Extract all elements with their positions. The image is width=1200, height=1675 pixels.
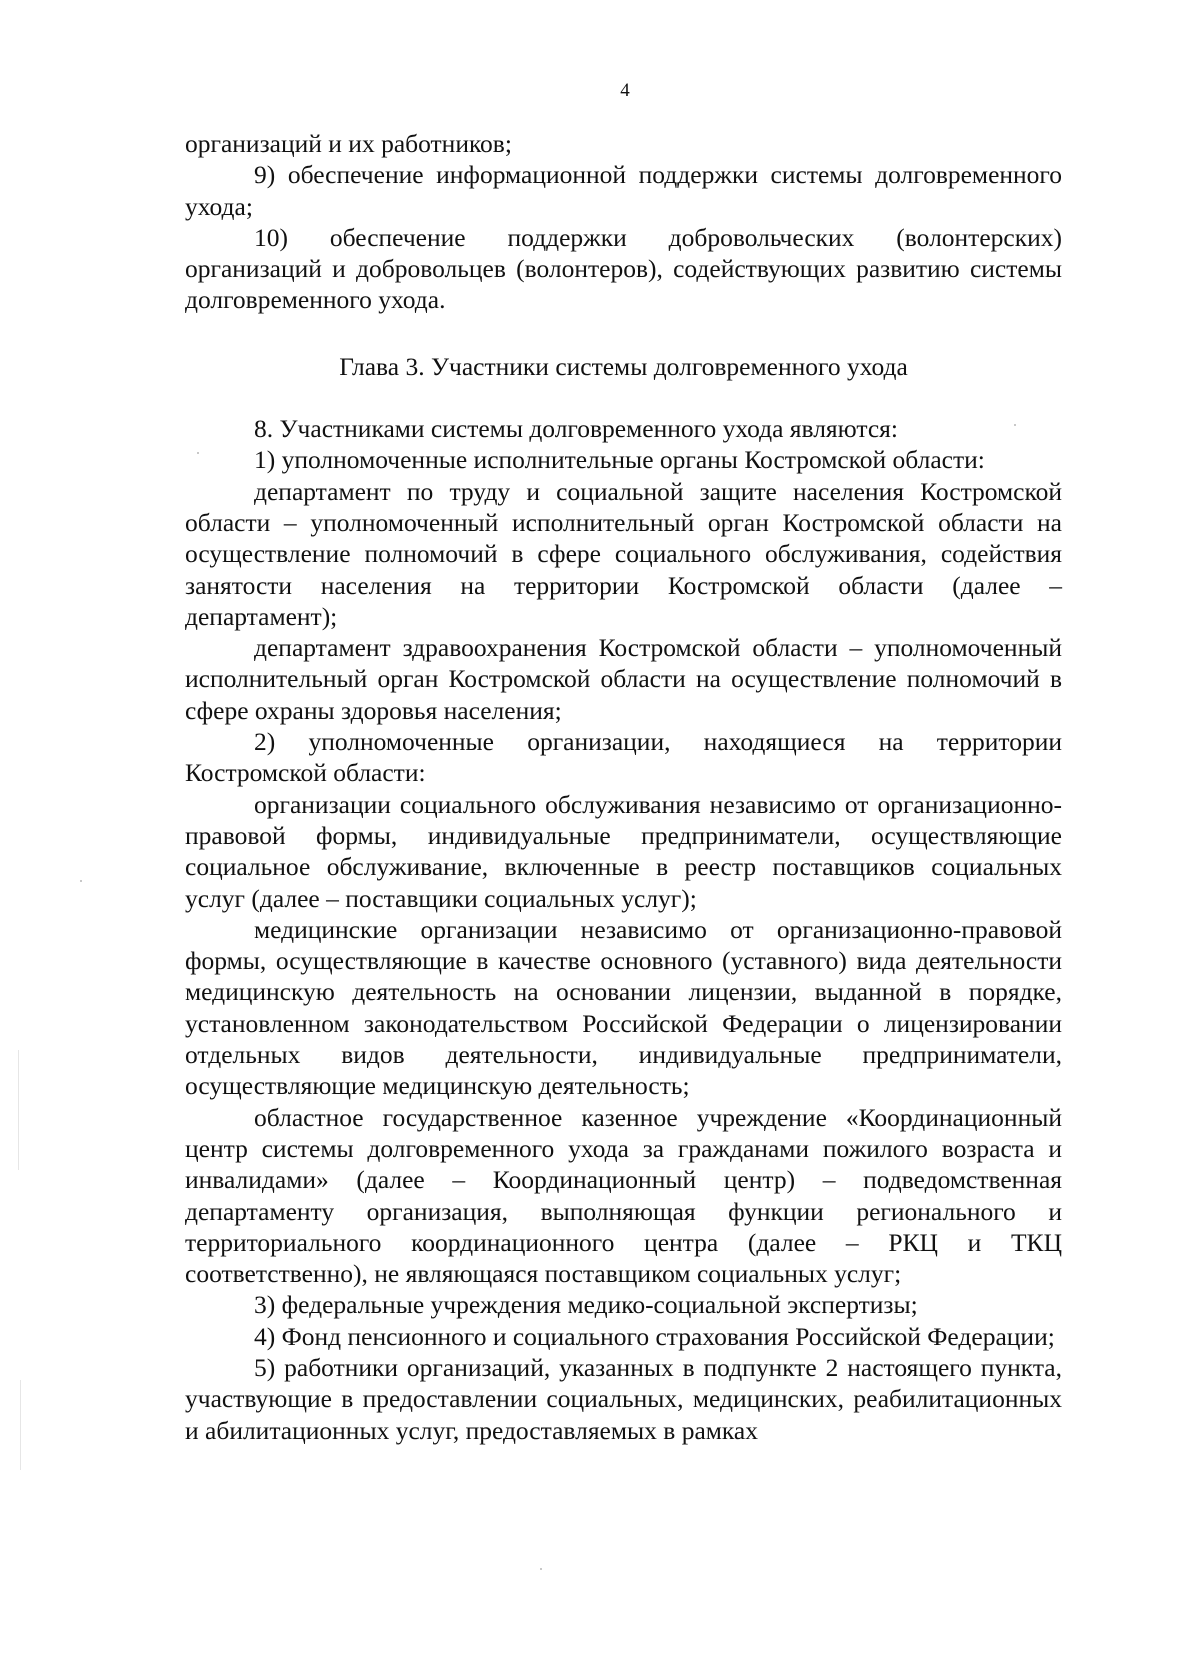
paragraph-subitem-4: 4) Фонд пенсионного и социального страхования Российской Федерации; bbox=[254, 1321, 1055, 1351]
paragraph-medical-organizations: медицинские организации независимо от организационно-правовой формы, осуществляющие в качестве основного (уставного) вида деятельности медицинскую деятельность на основании лицензии, выданной в порядке, установленном законодательством Российской Федерации о лицензировании отдельных видов деятельности, индивидуальные предприниматели, осуществляющие медицинскую деятельность; bbox=[185, 914, 1062, 1101]
paragraph-subitem-3: 3) федеральные учреждения медико-социальной экспертизы; bbox=[254, 1290, 918, 1320]
paragraph-social-service-organizations: организации социального обслуживания независимо от организационно-правовой формы, индивидуальные предприниматели, осуществляющие социальное обслуживание, включенные в реестр поставщиков социальных услуг (далее – поставщики социальных услуг); bbox=[185, 789, 1062, 913]
paragraph-coordination-center: областное государственное казенное учреждение «Координационный центр системы долговременного ухода за гражданами пожилого возраста и инвалидами» (далее – Координационный центр) – подведомственная департаменту организация, выполняющая функции регионального и территориального координационного центра (далее – РКЦ и ТКЦ соответственно), не являющаяся поставщиком социальных услуг; bbox=[185, 1102, 1062, 1289]
paragraph-subitem-2: 2) уполномоченные организации, находящиеся на территории Костромской области: bbox=[185, 727, 1062, 788]
scan-speck bbox=[540, 1568, 542, 1570]
scan-speck bbox=[18, 1050, 19, 1170]
paragraph-social-department: департамент по труду и социальной защите населения Костромской области – уполномоченный исполнительный орган Костромской области на осуществление полномочий в сфере социального обслуживания, содействия занятости населения на территории Костромской области (далее – департамент); bbox=[185, 476, 1062, 631]
chapter-heading: Глава 3. Участники системы долговременного ухода bbox=[339, 351, 908, 381]
paragraph-continuation: организаций и их работников; bbox=[185, 129, 512, 158]
scan-speck bbox=[80, 880, 82, 882]
scan-speck bbox=[20, 1380, 21, 1470]
document-body bbox=[185, 128, 1062, 1446]
paragraph-item-10: 10) обеспечение поддержки добровольческих (волонтерских) организаций и добровольцев (волонтеров), содействующих развитию системы долговременного ухода. bbox=[185, 222, 1062, 315]
scan-speck bbox=[197, 452, 199, 454]
scan-speck bbox=[1014, 424, 1016, 426]
paragraph-subitem-5: 5) работники организаций, указанных в подпункте 2 настоящего пункта, участвующие в предоставлении социальных, медицинских, реабилитационных и абилитационных услуг, предоставляемых в рамках bbox=[185, 1352, 1062, 1445]
paragraph-clause-8: 8. Участниками системы долговременного ухода являются: bbox=[254, 414, 898, 444]
paragraph-subitem-1: 1) уполномоченные исполнительные органы Костромской области: bbox=[254, 445, 985, 475]
page-number: 4 bbox=[620, 80, 630, 101]
paragraph-health-department: департамент здравоохранения Костромской области – уполномоченный исполнительный орган Костромской области на осуществление полномочий в сфере охраны здоровья населения; bbox=[185, 633, 1062, 725]
paragraph-item-9: 9) обеспечение информационной поддержки системы долговременного ухода; bbox=[185, 160, 1062, 221]
